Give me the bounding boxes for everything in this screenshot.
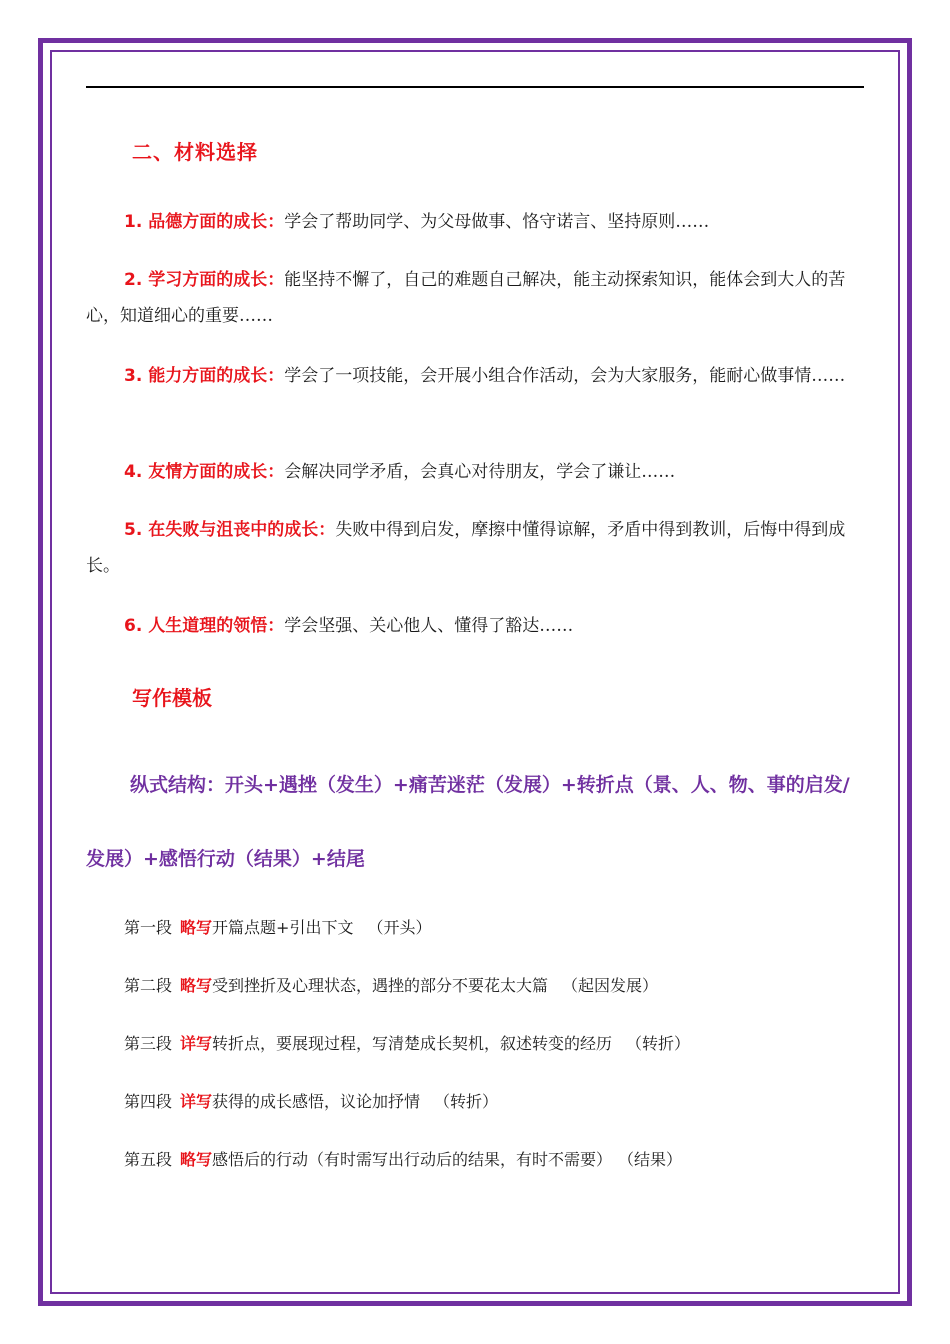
paragraph-text: 获得的成长感悟，议论加抒情 (212, 1092, 421, 1111)
material-label: 4. 友情方面的成长： (124, 462, 285, 482)
material-text: 失败中得到启发，摩擦中懂得谅解，矛盾中得到教训，后悔中得到成长。 (86, 520, 846, 576)
material-label: 5. 在失败与沮丧中的成长： (124, 520, 336, 540)
paragraph-name: 第三段 (124, 1034, 173, 1053)
paragraph-text: 受到挫折及心理状态，遇挫的部分不要花太大篇 (212, 976, 549, 995)
paragraph-name: 第五段 (124, 1150, 173, 1169)
material-item (86, 358, 864, 394)
paragraph-note: （转折） (626, 1034, 691, 1053)
paragraph-tag: 略写 (180, 1150, 213, 1169)
paragraph-tag: 略写 (180, 976, 213, 995)
section-title: 二、材料选择 (132, 140, 258, 164)
header-rule (86, 86, 864, 88)
material-text: 学会了一项技能，会开展小组合作活动，会为大家服务，能耐心做事情…… (284, 366, 846, 386)
material-text: 会解决同学矛盾，会真心对待朋友，学会了谦让…… (284, 462, 676, 482)
material-item (86, 204, 864, 240)
paragraph-row (124, 1088, 498, 1116)
paragraph-text: 开篇点题+引出下文 (212, 918, 354, 937)
paragraph-note: （开头） (367, 918, 432, 937)
material-label: 1. 品德方面的成长： (124, 212, 285, 232)
paragraph-row (124, 1146, 682, 1174)
paragraph-note: （结果） (626, 1150, 683, 1169)
material-text: 学会坚强、关心他人、懂得了豁达…… (284, 616, 574, 636)
material-item (86, 512, 864, 584)
paragraph-tag: 详写 (180, 1092, 213, 1111)
paragraph-row (124, 914, 431, 942)
paragraph-tag: 详写 (180, 1034, 213, 1053)
material-text: 能坚持不懈了，自己的难题自己解决，能主动探索知识，能体会到大人的苦心，知道细心的重要…… (86, 270, 846, 326)
structure-text: 纵式结构：开头+遇挫（发生）+痛苦迷茫（发展）+转折点（景、人、物、事的启发/发展）+感悟行动（结果）+结尾 (86, 774, 850, 870)
paragraph-name: 第二段 (124, 976, 173, 995)
paragraph-text: 转折点，要展现过程，写清楚成长契机，叙述转变的经历 (212, 1034, 613, 1053)
paragraph-name: 第一段 (124, 918, 173, 937)
material-item (86, 454, 864, 490)
paragraph-text: 感悟后的行动（有时需写出行动后的结果，有时不需要） (212, 1150, 613, 1169)
paragraph-tag: 略写 (180, 918, 213, 937)
material-label: 6. 人生道理的领悟： (124, 616, 285, 636)
material-text: 学会了帮助同学、为父母做事、恪守诺言、坚持原则…… (284, 212, 710, 232)
paragraph-note: （起因发展） (562, 976, 659, 995)
paragraph-row (124, 1030, 690, 1058)
material-item (86, 262, 864, 334)
material-label: 2. 学习方面的成长： (124, 270, 285, 290)
material-label: 3. 能力方面的成长： (124, 366, 285, 386)
paragraph-name: 第四段 (124, 1092, 173, 1111)
paragraph-row (124, 972, 658, 1000)
paragraph-note: （转折） (434, 1092, 499, 1111)
material-item (86, 608, 864, 644)
template-title: 写作模板 (132, 686, 212, 710)
